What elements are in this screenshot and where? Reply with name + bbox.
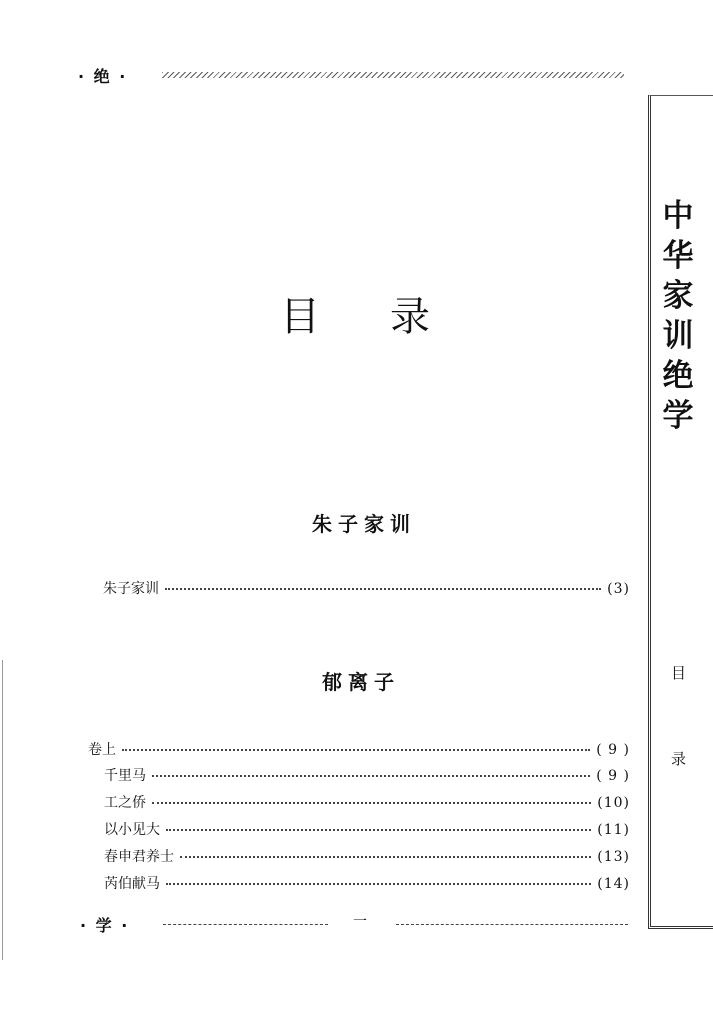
toc-entry-page: (10) <box>597 795 630 811</box>
toc-entry-page: (11) <box>597 822 630 838</box>
toc-entry-label: 芮伯献马 <box>104 876 160 892</box>
header-ornament-text: · 绝 · <box>78 67 128 86</box>
toc-entry[interactable] <box>104 765 630 785</box>
side-title-char: 家 <box>662 278 694 314</box>
page-title: 目录 <box>280 294 500 340</box>
toc-leader-dots <box>166 829 591 831</box>
toc-leader-dots <box>152 775 590 777</box>
page-number: 一 <box>353 914 367 930</box>
side-section-char: 目 <box>671 664 687 682</box>
side-title-char: 华 <box>662 238 694 274</box>
toc-entry-label: 千里马 <box>104 768 146 784</box>
toc-entry-page: ( 9 ) <box>596 742 630 758</box>
toc-entry-page: (14) <box>597 876 630 892</box>
toc-entry-label: 以小见大 <box>104 822 160 838</box>
toc-entry[interactable] <box>104 873 630 893</box>
side-title-char: 中 <box>662 198 694 234</box>
toc-entry-page: ( 9 ) <box>596 768 630 784</box>
toc-leader-dots <box>166 883 591 885</box>
toc-entry[interactable] <box>104 846 630 866</box>
footer-rule <box>396 924 628 925</box>
toc-entry[interactable] <box>104 819 630 839</box>
side-title-char: 绝 <box>662 358 694 394</box>
toc-entry-label: 春申君养士 <box>104 849 174 865</box>
side-book-title <box>656 196 700 436</box>
section-title: 朱子家训 <box>312 512 416 536</box>
toc-entry-page: (13) <box>597 849 630 865</box>
toc-entry[interactable] <box>88 739 630 759</box>
toc-entry-label: 朱子家训 <box>103 581 159 597</box>
toc-entry-page: (3) <box>607 581 630 597</box>
footer-ornament-text: · 学 · <box>80 916 130 935</box>
toc-leader-dots <box>180 856 591 858</box>
side-section-char: 录 <box>671 750 687 768</box>
section-title: 郁离子 <box>322 670 400 694</box>
toc-entry[interactable] <box>104 792 630 812</box>
toc-leader-dots <box>165 588 601 590</box>
toc-leader-dots <box>152 802 591 804</box>
toc-leader-dots <box>122 749 590 751</box>
footer-rule <box>163 924 328 925</box>
side-title-char: 训 <box>662 318 694 354</box>
toc-entry[interactable] <box>103 578 630 598</box>
header-rule <box>162 72 624 78</box>
toc-entry-label: 工之侨 <box>104 795 146 811</box>
side-title-char: 学 <box>662 398 694 434</box>
page-edge-line <box>2 660 3 960</box>
toc-entry-label: 卷上 <box>88 742 116 758</box>
